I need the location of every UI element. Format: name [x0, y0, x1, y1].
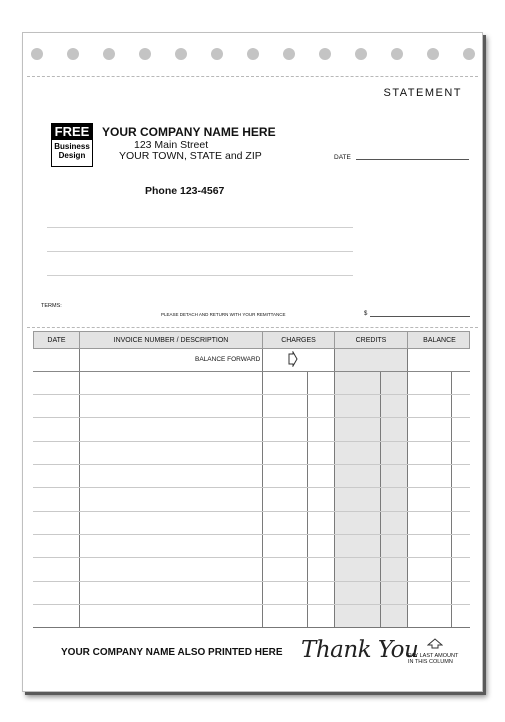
pay-note-line1: PAY LAST AMOUNT [408, 653, 459, 659]
logo-design-text: Design [58, 151, 86, 160]
up-arrow-outline-icon [427, 637, 443, 649]
sprocket-hole [391, 48, 403, 60]
logo-free-text: FREE [52, 124, 92, 140]
right-arrow-outline-icon [288, 351, 298, 367]
table-row-line [33, 534, 470, 535]
date-label: DATE [334, 154, 351, 161]
table-row-line [33, 511, 470, 512]
company-phone: Phone 123-4567 [145, 185, 225, 197]
top-perforation [27, 76, 478, 77]
statement-form [22, 32, 483, 692]
sprocket-hole [427, 48, 439, 60]
sprocket-holes [23, 48, 482, 62]
remittance-dollar-sign: $ [364, 311, 368, 317]
column-divider [79, 349, 80, 627]
sprocket-hole [283, 48, 295, 60]
sprocket-hole [247, 48, 259, 60]
pay-last-amount-note [408, 653, 458, 665]
column-header-charges: CHARGES [263, 332, 335, 350]
table-row-line [33, 557, 470, 558]
detach-note: PLEASE DETACH AND RETURN WITH YOUR REMITTANCE [161, 312, 286, 317]
credits-column-shade [334, 349, 407, 627]
company-street: 123 Main Street [134, 139, 209, 151]
column-divider [262, 349, 263, 627]
column-divider [380, 371, 381, 627]
sprocket-hole [463, 48, 475, 60]
table-row-line [33, 487, 470, 488]
date-field[interactable] [356, 159, 469, 160]
sprocket-hole [319, 48, 331, 60]
column-divider [451, 371, 452, 627]
sprocket-hole [355, 48, 367, 60]
statement-table [33, 331, 470, 632]
balance-forward-label: BALANCE FORWARD [195, 356, 261, 363]
table-row-line [33, 581, 470, 582]
customer-address-line[interactable] [47, 227, 353, 228]
pay-note-line2: IN THIS COLUMN [408, 659, 453, 665]
free-design-logo [51, 123, 93, 167]
sprocket-hole [175, 48, 187, 60]
column-divider [334, 349, 335, 627]
table-bottom-line [33, 627, 470, 628]
customer-address-line[interactable] [47, 251, 353, 252]
terms-label: TERMS: [41, 303, 62, 309]
form-title: STATEMENT [383, 87, 462, 99]
company-name: YOUR COMPANY NAME HERE [102, 125, 276, 139]
sprocket-hole [31, 48, 43, 60]
table-row-line [33, 464, 470, 465]
column-divider [307, 371, 308, 627]
column-header-description: INVOICE NUMBER / DESCRIPTION [80, 332, 263, 350]
sprocket-hole [67, 48, 79, 60]
table-row-line [33, 417, 470, 418]
sprocket-hole [103, 48, 115, 60]
table-row-line [33, 604, 470, 605]
column-header-balance: BALANCE [423, 337, 456, 344]
detach-perforation [27, 327, 478, 328]
sprocket-hole [211, 48, 223, 60]
table-row-line [33, 371, 470, 372]
column-header-date: DATE [34, 332, 80, 350]
table-header [33, 331, 470, 349]
company-city-state-zip: YOUR TOWN, STATE and ZIP [119, 150, 262, 162]
table-row-line [33, 441, 470, 442]
customer-address-line[interactable] [47, 275, 353, 276]
remittance-amount-field[interactable] [370, 316, 470, 317]
column-header-credits: CREDITS [335, 332, 408, 350]
table-row-line [33, 394, 470, 395]
column-divider [407, 349, 408, 627]
sprocket-hole [139, 48, 151, 60]
footer-company-name: YOUR COMPANY NAME ALSO PRINTED HERE [61, 647, 283, 658]
thank-you-script: Thank You [301, 637, 419, 663]
logo-business-text: Business [54, 142, 90, 151]
